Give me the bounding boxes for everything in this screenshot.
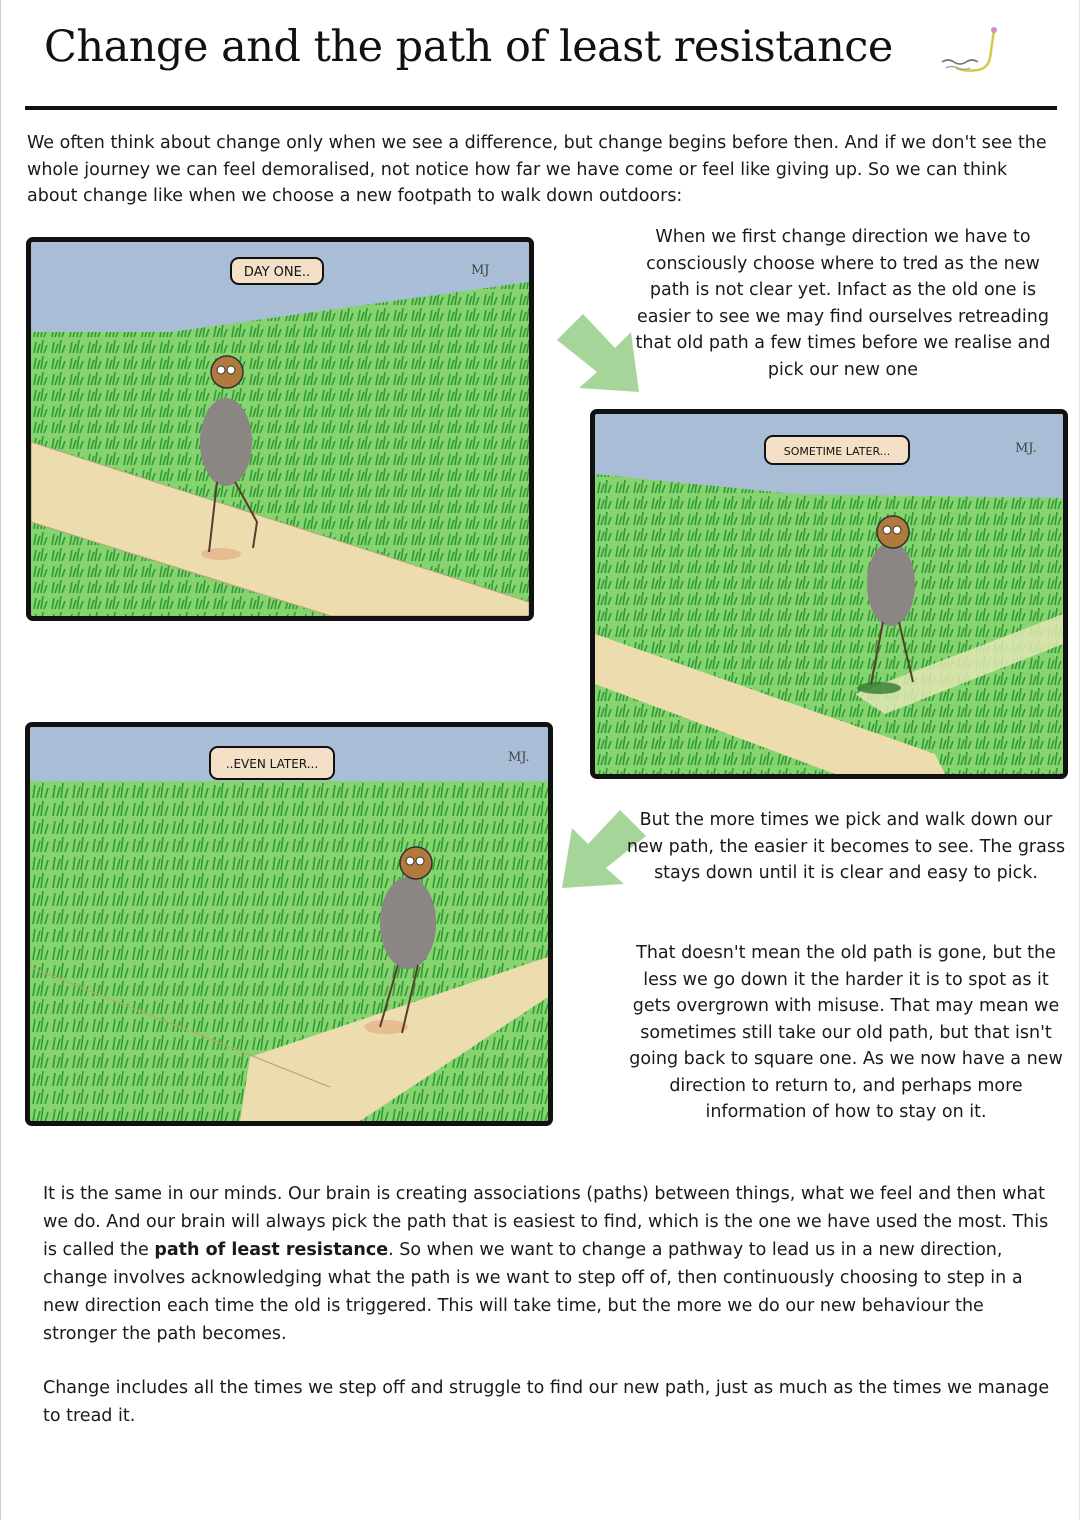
day-one-label: DAY ONE.. [243,265,311,280]
comic-panel-day-one [26,237,534,621]
page-title: Change and the path of least resistance [44,22,893,72]
caption-old-path: That doesn't mean the old path is gone, but the less we go down it the harder it is to spot as it gets overgrown with misuse. That may mean we sometimes still take our old path, but that isn't going back to square one. As we now have a new direction to return to, and perhaps more information of how to stay on it. [629,943,1063,1122]
even-later-signature: MJ. [508,750,530,765]
comic-panel-even-later [25,722,553,1126]
comic-panel-sometime-later [590,409,1068,779]
day-one-signature: MJ [471,263,490,278]
even-later-label-bubble [210,747,334,779]
body-paragraph-minds [43,1180,1053,1348]
sometime-later-signature: MJ. [1015,441,1037,456]
path-of-least-resistance-term: path of least resistance [154,1240,389,1260]
even-later-illustration [30,727,548,1121]
title-rule [25,106,1057,110]
day-one-illustration [31,242,529,616]
even-later-label: ..EVEN LATER... [225,757,319,771]
sometime-later-label: SOMETIME LATER... [783,445,891,458]
body-text-end: . So when we want to change a pathway to lead us in a new direction, change involves acknowledging what the path is we want to step off of, then continuously choosing to step in a new direction each time the old is triggered. This will take time, but the more we do our new behaviour the stronger the path becomes. [43,1240,1023,1344]
day-one-label-bubble [231,258,323,284]
caption-new-path: But the more times we pick and walk down our new path, the easier it becomes to see. The grass stays down until it is clear and easy to pick. [626,810,1066,883]
caption-first-change: When we first change direction we have to consciously choose where to tred as the new path is not clear yet. Infact as the old one is easier to see we may find ourselves retreading that old path a few times before we realise and pick our new one [635,227,1051,380]
arrow-down-right-icon [553,310,643,396]
body-paragraph-change-includes: Change includes all the times we step off and struggle to find our new path, just as much as the times we manage to tread it. [43,1378,1050,1426]
body-text-start: It is the same in our minds. Our brain is creating associations (paths) between things, what we feel and then what we do. And our brain will always pick the path that is easiest to find, which is the one we have used the most. This is called the [43,1184,1049,1260]
sometime-later-label-bubble [765,436,909,464]
intro-paragraph: We often think about change only when we see a difference, but change begins before then. And if we don't see the whole journey we can feel demoralised, not notice how far we have come or feel like giving up. So we can think about change like when we choose a new footpath to walk down outdoors: [27,133,1047,206]
sometime-later-illustration [595,414,1063,774]
logo-sketch [938,24,1004,80]
